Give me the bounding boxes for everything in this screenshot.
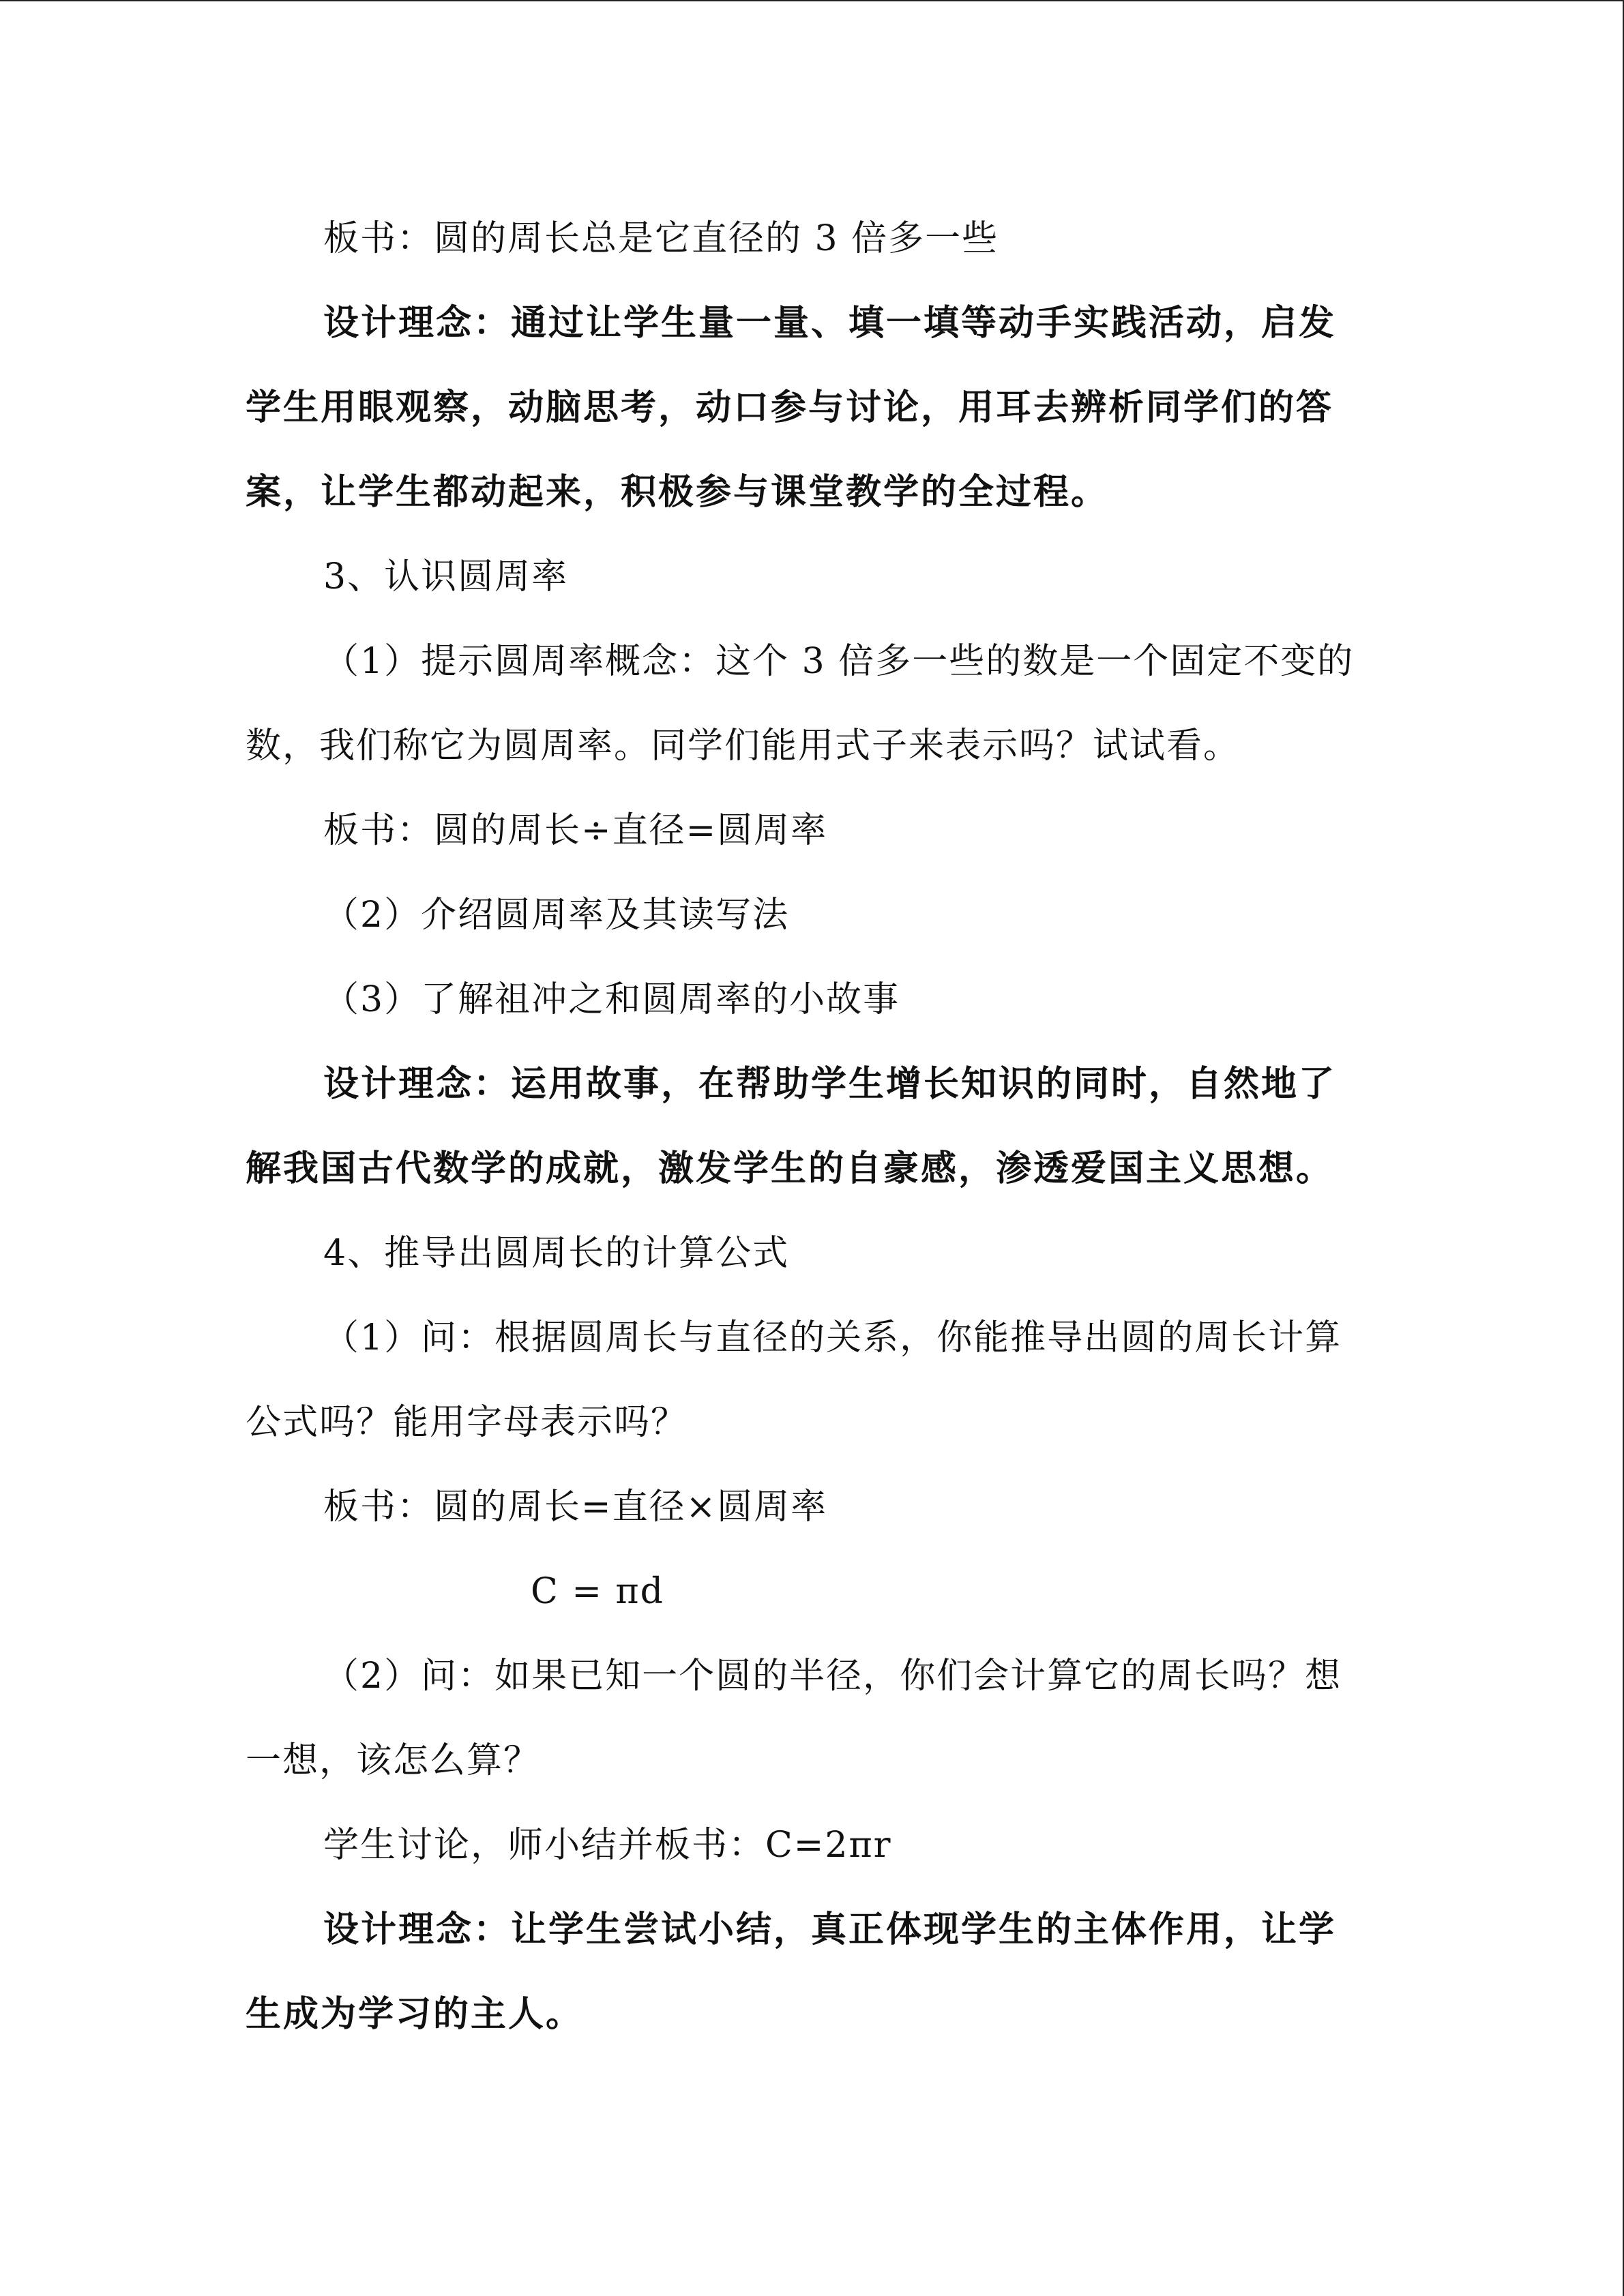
design-idea-1-line-2: 学生用眼观察，动脑思考，动口参与讨论，用耳去辨析同学们的答 <box>246 387 1334 428</box>
section-3-heading: 3、认识圆周率 <box>323 556 569 597</box>
pi-intro-line: （2）介绍圆周率及其读写法 <box>323 895 790 936</box>
design-idea-3-line-2: 生成为学习的主人。 <box>246 1994 584 2035</box>
design-idea-1-line-3: 案，让学生都动起来，积极参与课堂教学的全过程。 <box>246 472 1109 513</box>
board-note-2: 板书：圆的周长÷直径=圆周率 <box>323 810 828 851</box>
pi-concept-line-1: （1）提示圆周率概念：这个 3 倍多一些的数是一个固定不变的 <box>323 641 1355 682</box>
design-idea-2-line-2: 解我国古代数学的成就，激发学生的自豪感，渗透爱国主义思想。 <box>246 1148 1334 1189</box>
question-2-line-2: 一想，该怎么算？ <box>246 1740 541 1781</box>
board-note-1: 板书：圆的周长总是它直径的 3 倍多一些 <box>323 218 999 259</box>
pi-concept-line-2: 数，我们称它为圆周率。同学们能用式子来表示吗？试试看。 <box>246 726 1241 766</box>
design-idea-3-line-1: 设计理念：让学生尝试小结，真正体现学生的主体作用，让学 <box>323 1909 1337 1950</box>
zu-chongzhi-story-line: （3）了解祖冲之和圆周率的小故事 <box>323 979 900 1020</box>
question-2-line-1: （2）问：如果已知一个圆的半径，你们会计算它的周长吗？想 <box>323 1656 1342 1697</box>
section-4-heading: 4、推导出圆周长的计算公式 <box>323 1233 790 1274</box>
formula-c-pi-d: C = πd <box>531 1571 664 1612</box>
discussion-summary-line: 学生讨论，师小结并板书：C=2πr <box>323 1825 892 1866</box>
question-1-line-1: （1）问：根据圆周长与直径的关系，你能推导出圆的周长计算 <box>323 1317 1342 1358</box>
design-idea-1-line-1: 设计理念：通过让学生量一量、填一填等动手实践活动，启发 <box>323 303 1337 344</box>
question-1-line-2: 公式吗？能用字母表示吗？ <box>246 1402 688 1443</box>
board-note-3: 板书：圆的周长=直径×圆周率 <box>323 1487 828 1527</box>
design-idea-2-line-1: 设计理念：运用故事，在帮助学生增长知识的同时，自然地了 <box>323 1064 1337 1105</box>
